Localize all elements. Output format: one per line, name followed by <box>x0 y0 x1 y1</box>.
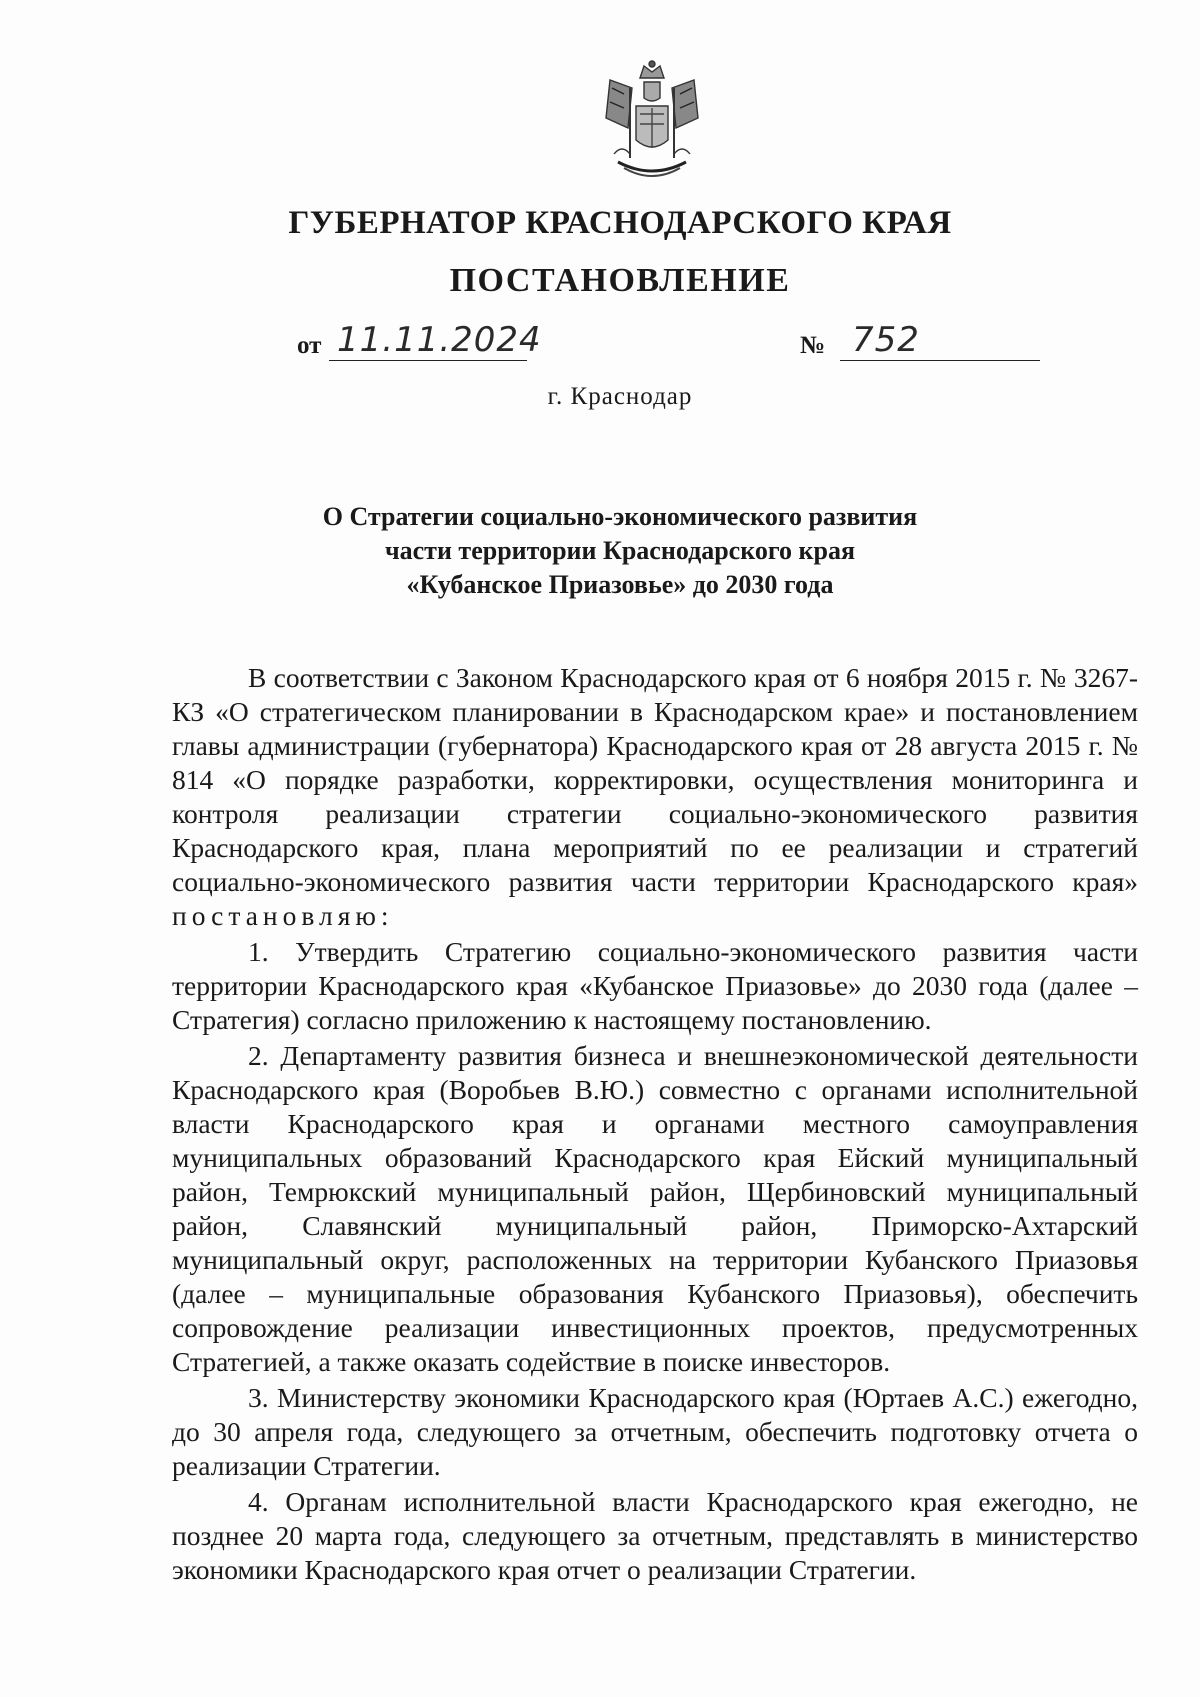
number-value: 752 <box>852 320 920 360</box>
coat-of-arms-icon <box>600 58 704 186</box>
date-field <box>297 320 542 360</box>
document-body <box>172 661 1138 1589</box>
preamble-paragraph <box>172 661 1138 933</box>
item-paragraph: 2. Департаменту развития бизнеса и внешнеэкономической деятельности Краснодарского края (Воробьев В.Ю.) совместно с органами исполнительной власти Краснодарского края и органами местного самоуправления муниципальных образований Краснодарского края Ейский муниципальный район, Темрюкский муниципальный район, Щербиновский муниципальный район, Славянский муниципальный район, Приморско-Ахтарский муниципальный округ, расположенных на территории Кубанского Приазовья (далее – муниципальные образования Кубанского Приазовья), обеспечить сопровождение реализации инвестиционных проектов, предусмотренных Стратегией, а также оказать содействие в поиске инвесторов. <box>172 1040 1138 1377</box>
subject-line-3: «Кубанское Приазовье» до 2030 года <box>406 570 834 599</box>
date-underline <box>329 360 527 361</box>
preamble-text: В соответствии с Законом Краснодарского края от 6 ноября 2015 г. № 3267-КЗ «О стратегическом планировании в Краснодарском крае» и постановлением главы администрации (губернатора) Краснодарского края от 28 августа 2015 г. № 814 «О порядке разработки, корректировки, осуществления мониторинга и контроля реализации стратегии социально-экономического развития Краснодарского края, плана мероприятий по ее реализации и стратегий социально-экономического развития части территории Краснодарского края» <box>172 662 1138 897</box>
date-label: от <box>297 332 322 359</box>
resolve-word: постановляю: <box>172 900 394 931</box>
authority-title: ГУБЕРНАТОР КРАСНОДАРСКОГО КРАЯ <box>288 205 952 241</box>
subject-line-1: О Стратегии социально-экономического развития <box>322 502 918 531</box>
number-label: № <box>800 332 826 359</box>
document-subject <box>0 500 1200 602</box>
date-value: 11.11.2024 <box>337 320 542 360</box>
item-paragraph: 1. Утвердить Стратегию социально-экономического развития части территории Краснодарского края «Кубанское Приазовье» до 2030 года (далее – Стратегия) согласно приложению к настоящему постановлению. <box>172 936 1138 1035</box>
document-type: ПОСТАНОВЛЕНИЕ <box>449 262 791 299</box>
number-underline <box>840 360 1040 361</box>
item-paragraph: 3. Министерству экономики Краснодарского края (Юртаев А.С.) ежегодно, до 30 апреля года, следующего за отчетным, обеспечить подготовку отчета о реализации Стратегии. <box>172 1382 1138 1481</box>
item-paragraph: 4. Органам исполнительной власти Краснодарского края ежегодно, не позднее 20 марта года, следующего за отчетным, представлять в министерство экономики Краснодарского края отчет о реализации Стратегии. <box>172 1486 1138 1585</box>
subject-line-2: части территории Краснодарского края <box>384 536 856 565</box>
number-field <box>800 320 920 360</box>
city: г. Краснодар <box>547 383 693 410</box>
